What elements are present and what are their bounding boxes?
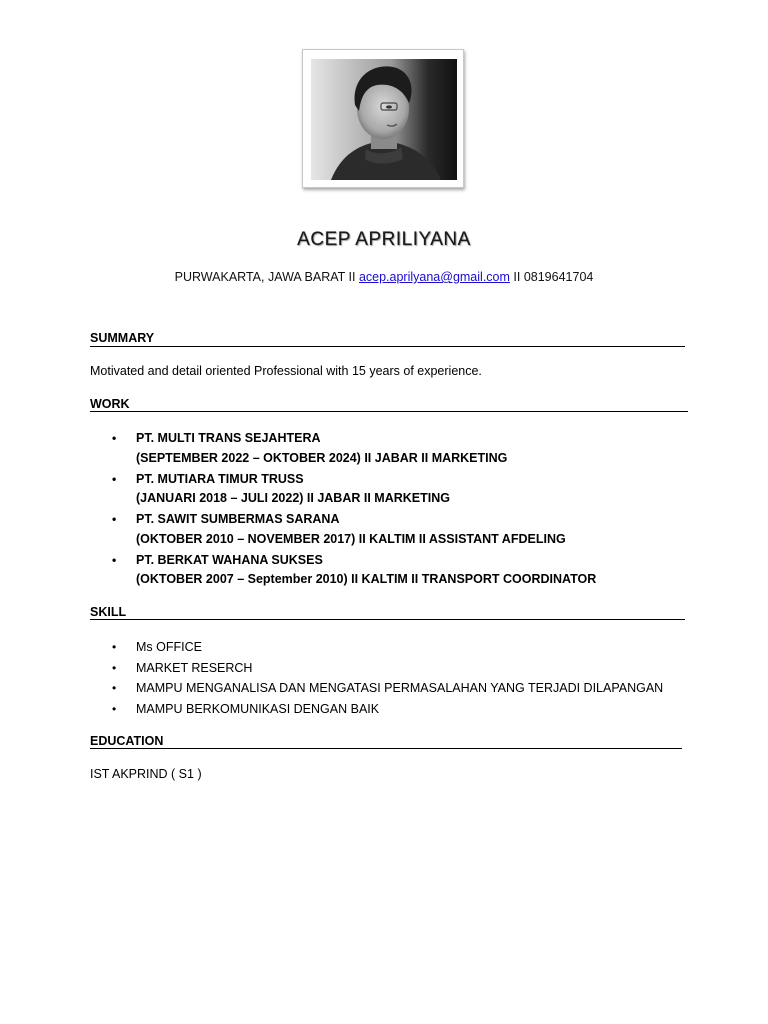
skill-text: Ms OFFICE [136, 640, 202, 654]
summary-text: Motivated and detail oriented Professional with 15 years of experience. [90, 364, 482, 378]
work-company: PT. BERKAT WAHANA SUKSES [136, 552, 323, 567]
work-company: PT. MUTIARA TIMUR TRUSS [136, 471, 304, 486]
education-heading: EDUCATION [90, 734, 164, 748]
work-item [90, 470, 596, 509]
education-divider [90, 748, 682, 749]
profile-photo [302, 49, 464, 188]
bullet-icon: • [112, 660, 117, 675]
contact-line [0, 270, 768, 284]
skill-item [90, 699, 663, 720]
work-detail: (JANUARI 2018 – JULI 2022) II JABAR II MARKETING [136, 491, 450, 505]
bullet-icon: • [112, 431, 117, 445]
bullet-icon: • [112, 471, 117, 486]
work-company: PT. MULTI TRANS SEJAHTERA [136, 431, 321, 445]
location-text: PURWAKARTA, JAWA BARAT II [174, 270, 356, 284]
bullet-icon: • [112, 640, 117, 654]
bullet-icon: • [112, 552, 117, 567]
summary-heading: SUMMARY [90, 331, 155, 345]
skill-text: MARKET RESERCH [136, 660, 253, 675]
skill-text: MAMPU MENGANALISA DAN MENGATASI PERMASALAHAN YANG TERJADI DILAPANGAN [136, 681, 664, 695]
skill-text: MAMPU BERKOMUNIKASI DENGAN BAIK [136, 701, 380, 716]
skill-item [90, 637, 663, 658]
email-link[interactable]: acep.aprilyana@gmail.com [358, 270, 510, 284]
work-company: PT. SAWIT SUMBERMAS SARANA [136, 512, 340, 526]
skill-divider [90, 619, 685, 620]
skill-item [90, 678, 663, 699]
work-item [90, 429, 596, 468]
work-detail: (OKTOBER 2010 – NOVEMBER 2017) II KALTIM II ASSISTANT AFDELING [136, 531, 566, 546]
work-detail: (OKTOBER 2007 – September 2010) II KALTIM II TRANSPORT COORDINATOR [136, 572, 597, 586]
work-list [90, 429, 596, 591]
work-divider [90, 411, 688, 412]
skill-heading: SKILL [90, 605, 127, 619]
bullet-icon: • [112, 701, 117, 716]
work-item [90, 551, 596, 590]
portrait-image [311, 59, 457, 180]
bullet-icon: • [112, 681, 117, 695]
skill-item [90, 658, 663, 679]
education-text: IST AKPRIND ( S1 ) [90, 767, 202, 781]
candidate-name: ACEP APRILIYANA [297, 229, 471, 250]
work-item [90, 510, 596, 549]
summary-divider [90, 346, 685, 347]
phone-separator: II [513, 270, 521, 284]
bullet-icon: • [112, 512, 117, 526]
skill-list [90, 637, 663, 719]
work-heading: WORK [90, 397, 130, 411]
work-detail: (SEPTEMBER 2022 – OKTOBER 2024) II JABAR II MARKETING [136, 450, 508, 465]
phone-number: 0819641704 [523, 270, 594, 284]
